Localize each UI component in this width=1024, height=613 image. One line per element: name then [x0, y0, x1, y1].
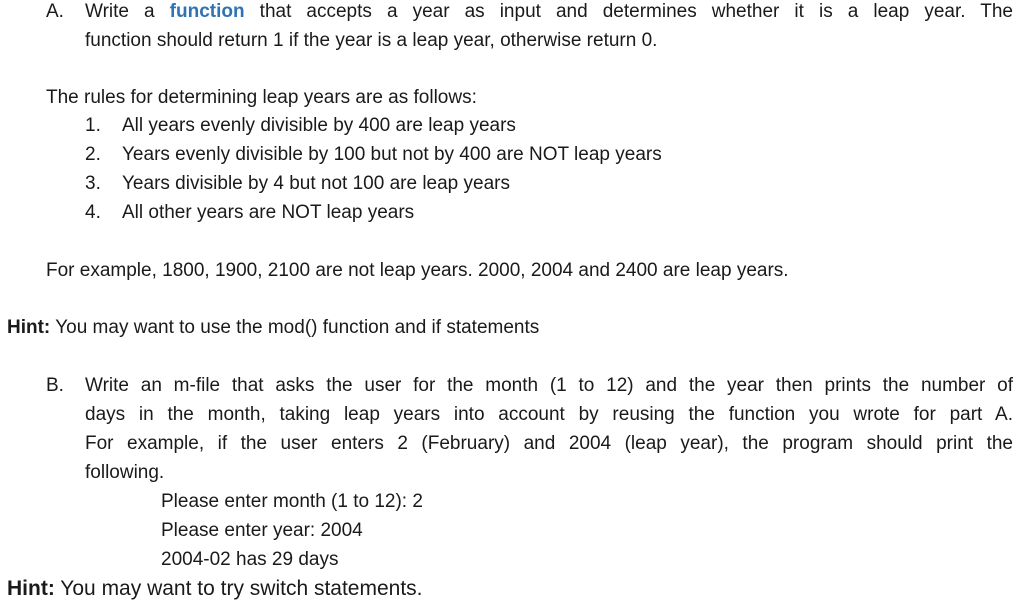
- hint-2: [7, 575, 423, 603]
- hint-2-label: Hint:: [7, 577, 55, 600]
- hint-2-text: You may want to try switch statements.: [60, 577, 423, 600]
- part-b-line-1: Write an m-file that asks the user for the month (1 to 12) and the year then prints the number of: [85, 375, 1013, 396]
- part-b-line-2: days in the month, taking leap years into account by reusing the function you wrote for part A.: [85, 404, 1013, 425]
- rule-3-number: 3.: [85, 173, 101, 194]
- example-text: For example, 1800, 1900, 2100 are not leap years. 2000, 2004 and 2400 are leap years.: [46, 260, 789, 281]
- rule-1-number: 1.: [85, 115, 101, 136]
- output-line-3: 2004-02 has 29 days: [161, 549, 339, 570]
- hint-1: [7, 314, 539, 342]
- hint-1-text: You may want to use the mod() function and if statements: [55, 317, 540, 338]
- output-line-1: Please enter month (1 to 12): 2: [161, 491, 423, 512]
- output-line-2: Please enter year: 2004: [161, 520, 363, 541]
- rule-4-number: 4.: [85, 202, 101, 223]
- part-a-line-1-pre: Write a: [85, 1, 155, 22]
- function-keyword: function: [169, 1, 245, 22]
- rule-1-text: All years evenly divisible by 400 are leap years: [122, 115, 516, 136]
- part-a-line-1: [85, 0, 1013, 26]
- part-b-marker: B.: [46, 375, 64, 396]
- part-b-line-3: For example, if the user enters 2 (February) and 2004 (leap year), the program should print the: [85, 433, 1013, 454]
- part-a-line-2: function should return 1 if the year is a leap year, otherwise return 0.: [85, 30, 658, 51]
- hint-1-label: Hint:: [7, 317, 51, 338]
- part-a-marker: A.: [46, 1, 64, 22]
- part-a-line-1-post: that accepts a year as input and determines whether it is a leap year. The: [259, 1, 1013, 22]
- rules-intro: The rules for determining leap years are as follows:: [46, 87, 477, 108]
- rule-4-text: All other years are NOT leap years: [122, 202, 415, 223]
- rule-2-text: Years evenly divisible by 100 but not by 400 are NOT leap years: [122, 144, 662, 165]
- part-b-line-4: following.: [85, 462, 165, 483]
- rule-2-number: 2.: [85, 144, 101, 165]
- rule-3-text: Years divisible by 4 but not 100 are leap years: [122, 173, 510, 194]
